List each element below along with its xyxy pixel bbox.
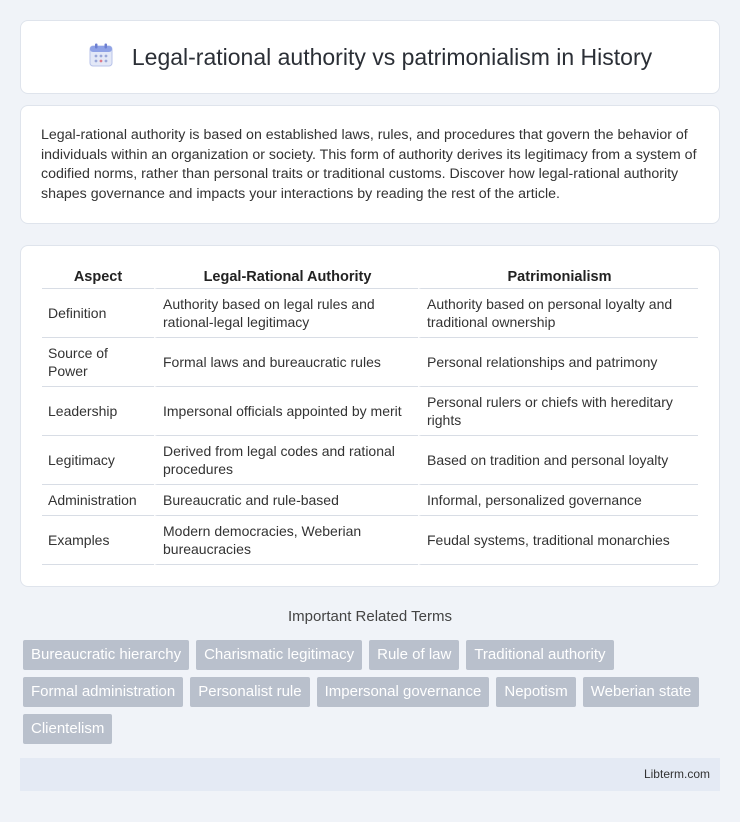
table-header-row (42, 266, 698, 289)
table-cell: Derived from legal codes and rational procedures (154, 436, 418, 485)
table-cell: Bureaucratic and rule-based (154, 485, 418, 516)
table-cell: Modern democracies, Weberian bureaucracies (154, 516, 418, 565)
related-term-tag[interactable]: Clientelism (23, 714, 112, 744)
table-cell: Impersonal officials appointed by merit (154, 387, 418, 436)
table-cell: Administration (42, 485, 154, 516)
column-header-legal-rational: Legal-Rational Authority (154, 266, 418, 289)
table-cell: Based on tradition and personal loyalty (418, 436, 698, 485)
header-card (20, 20, 720, 94)
related-term-tag[interactable]: Weberian state (583, 677, 700, 707)
table-cell: Examples (42, 516, 154, 565)
related-term-tag[interactable]: Charismatic legitimacy (196, 640, 362, 670)
calendar-icon (88, 42, 114, 73)
table-cell: Authority based on personal loyalty and traditional ownership (418, 289, 698, 338)
table-cell: Leadership (42, 387, 154, 436)
related-terms-title: Important Related Terms (288, 608, 452, 625)
column-header-aspect: Aspect (42, 266, 154, 289)
table-cell: Personal rulers or chiefs with hereditary rights (418, 387, 698, 436)
intro-card (20, 105, 720, 224)
table-cell: Personal relationships and patrimony (418, 338, 698, 387)
table-row (42, 436, 698, 485)
intro-paragraph: Legal-rational authority is based on established laws, rules, and procedures that govern the behavior of individuals within an organization or society. This form of authority derives its legitimacy from a system of codified norms, rather than personal traits or traditional customs. Discover how legal-rational authority shapes governance and impacts your interactions by reading the rest of the article. (41, 127, 697, 202)
comparison-card (20, 245, 720, 587)
comparison-table (42, 266, 698, 565)
table-cell: Definition (42, 289, 154, 338)
table-cell: Authority based on legal rules and rational-legal legitimacy (154, 289, 418, 338)
related-terms-list (23, 640, 703, 744)
table-row (42, 289, 698, 338)
related-term-tag[interactable]: Nepotism (496, 677, 575, 707)
table-cell: Legitimacy (42, 436, 154, 485)
footer (20, 758, 720, 791)
related-term-tag[interactable]: Bureaucratic hierarchy (23, 640, 189, 670)
table-cell: Source of Power (42, 338, 154, 387)
table-cell: Informal, personalized governance (418, 485, 698, 516)
table-cell: Formal laws and bureaucratic rules (154, 338, 418, 387)
table-row (42, 387, 698, 436)
table-cell: Feudal systems, traditional monarchies (418, 516, 698, 565)
related-term-tag[interactable]: Rule of law (369, 640, 459, 670)
table-row (42, 338, 698, 387)
related-term-tag[interactable]: Impersonal governance (317, 677, 490, 707)
page-title: Legal-rational authority vs patrimonialism in History (131, 43, 653, 70)
related-term-tag[interactable]: Personalist rule (190, 677, 309, 707)
related-term-tag[interactable]: Formal administration (23, 677, 183, 707)
column-header-patrimonialism: Patrimonialism (418, 266, 698, 289)
footer-brand-link[interactable]: Libterm.com (643, 767, 710, 781)
table-row (42, 485, 698, 516)
related-term-tag[interactable]: Traditional authority (466, 640, 613, 670)
table-row (42, 516, 698, 565)
